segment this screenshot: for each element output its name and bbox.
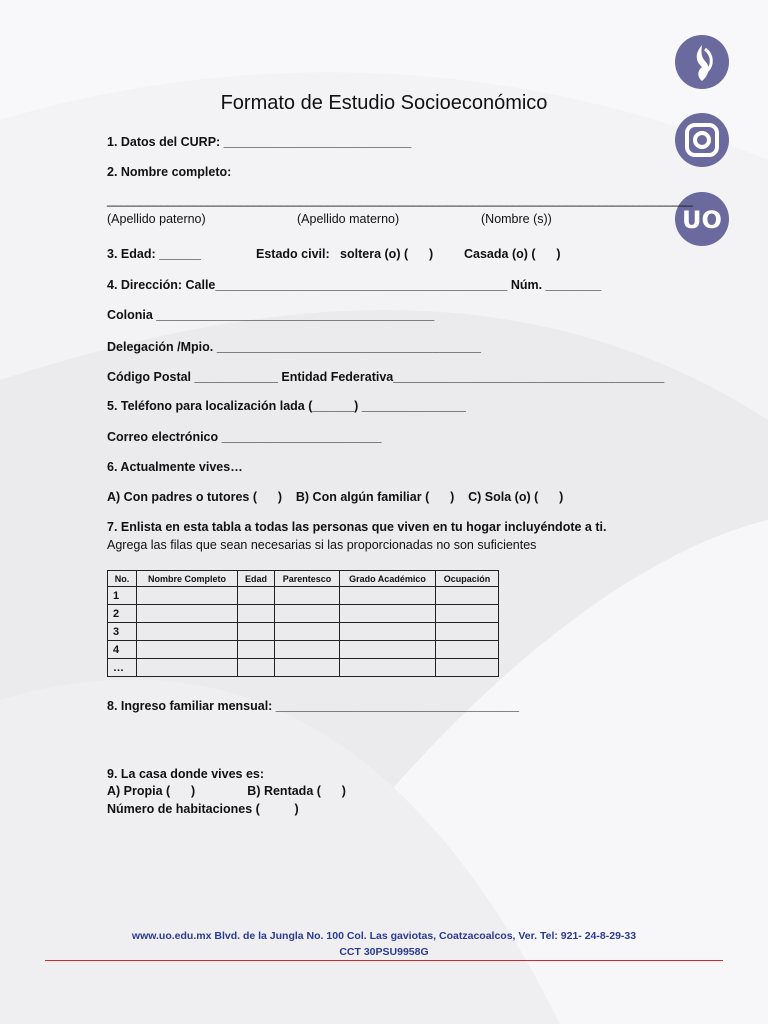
casa-label: 9. La casa donde vives es: bbox=[107, 767, 265, 781]
colonia-field[interactable]: Colonia ________________________________________ bbox=[107, 308, 435, 322]
header-no: No. bbox=[108, 571, 137, 587]
estado-civil-field[interactable]: Estado civil: soltera (o) ( ) bbox=[256, 247, 434, 261]
members-table bbox=[107, 570, 499, 677]
cell[interactable] bbox=[238, 659, 275, 677]
nombres-label: (Nombre (s)) bbox=[481, 212, 552, 226]
actualmente-label: 6. Actualmente vives… bbox=[107, 460, 243, 474]
opciones-vives-field[interactable]: A) Con padres o tutores ( ) B) Con algún familiar ( ) C) Sola (o) ( ) bbox=[107, 490, 564, 504]
cell[interactable] bbox=[436, 659, 499, 677]
cell[interactable] bbox=[275, 623, 340, 641]
header-ocupacion: Ocupación bbox=[436, 571, 499, 587]
cell[interactable] bbox=[340, 605, 436, 623]
cell[interactable] bbox=[340, 641, 436, 659]
casada-field[interactable]: Casada (o) ( ) bbox=[464, 247, 561, 261]
direccion-field[interactable]: 4. Dirección: Calle__________________________________________ Núm. ________ bbox=[107, 278, 602, 292]
cell[interactable] bbox=[275, 641, 340, 659]
cell[interactable] bbox=[238, 605, 275, 623]
table-row bbox=[108, 641, 499, 659]
flame-logo-icon bbox=[675, 35, 729, 89]
footer-address: Blvd. de la Jungla No. 100 Col. Las gaviotas, Coatzacoalcos, Ver. Tel: 921- 24-8-29-33 bbox=[211, 930, 637, 942]
ingreso-field[interactable]: 8. Ingreso familiar mensual: ___________________________________ bbox=[107, 699, 520, 713]
table-row bbox=[108, 659, 499, 677]
cell[interactable] bbox=[238, 623, 275, 641]
table-header-row bbox=[108, 571, 499, 587]
curp-field[interactable]: 1. Datos del CURP: ___________________________ bbox=[107, 135, 412, 149]
cell[interactable] bbox=[137, 587, 238, 605]
row-number: 2 bbox=[108, 605, 137, 623]
delegacion-field[interactable]: Delegación /Mpio. ______________________________________ bbox=[107, 340, 481, 354]
cell[interactable] bbox=[340, 587, 436, 605]
cell[interactable] bbox=[275, 587, 340, 605]
cell[interactable] bbox=[436, 641, 499, 659]
footer-divider bbox=[45, 960, 723, 961]
cell[interactable] bbox=[340, 659, 436, 677]
header-edad: Edad bbox=[238, 571, 275, 587]
habitaciones-field[interactable]: Número de habitaciones ( ) bbox=[107, 802, 299, 816]
header-parentesco: Parentesco bbox=[275, 571, 340, 587]
row-number: … bbox=[108, 659, 137, 677]
telefono-field[interactable]: 5. Teléfono para localización lada (______) _______________ bbox=[107, 399, 467, 413]
cell[interactable] bbox=[238, 641, 275, 659]
cell[interactable] bbox=[275, 659, 340, 677]
cell[interactable] bbox=[436, 623, 499, 641]
cell[interactable] bbox=[436, 587, 499, 605]
cell[interactable] bbox=[436, 605, 499, 623]
cell[interactable] bbox=[275, 605, 340, 623]
uo-logo-text: UO bbox=[682, 206, 722, 234]
nombre-label: 2. Nombre completo: bbox=[107, 165, 232, 179]
casa-opciones-field[interactable]: A) Propia ( ) B) Rentada ( ) bbox=[107, 784, 346, 798]
cell[interactable] bbox=[137, 605, 238, 623]
header-nombre: Nombre Completo bbox=[137, 571, 238, 587]
website-link[interactable]: www.uo.edu.mx bbox=[131, 930, 212, 942]
footer-address-line bbox=[0, 930, 768, 942]
row-number: 3 bbox=[108, 623, 137, 641]
edad-field[interactable]: 3. Edad: ______ bbox=[107, 247, 201, 261]
codigo-postal-field[interactable]: Código Postal ____________ Entidad Federativa_______________________________________ bbox=[107, 370, 665, 384]
cell[interactable] bbox=[137, 623, 238, 641]
row-number: 1 bbox=[108, 587, 137, 605]
cell[interactable] bbox=[137, 641, 238, 659]
table-row bbox=[108, 623, 499, 641]
cell[interactable] bbox=[340, 623, 436, 641]
tabla-titulo: 7. Enlista en esta tabla a todas las personas que viven en tu hogar incluyéndote a ti. bbox=[107, 520, 607, 534]
nombre-line[interactable]: ________________________________________________________________________________________ bbox=[107, 193, 693, 207]
page-title: Formato de Estudio Socioeconómico bbox=[220, 92, 548, 114]
table-row bbox=[108, 587, 499, 605]
cell[interactable] bbox=[238, 587, 275, 605]
cell[interactable] bbox=[137, 659, 238, 677]
table-row bbox=[108, 605, 499, 623]
tabla-nota: Agrega las filas que sean necesarias si las proporcionadas no son suficientes bbox=[107, 538, 537, 552]
camera-logo-icon bbox=[675, 113, 729, 167]
header-grado: Grado Académico bbox=[340, 571, 436, 587]
apellido-paterno-label: (Apellido paterno) bbox=[107, 212, 206, 226]
row-number: 4 bbox=[108, 641, 137, 659]
correo-field[interactable]: Correo electrónico _______________________ bbox=[107, 430, 382, 444]
footer-cct: CCT 30PSU9958G bbox=[339, 946, 429, 958]
apellido-materno-label: (Apellido materno) bbox=[297, 212, 400, 226]
